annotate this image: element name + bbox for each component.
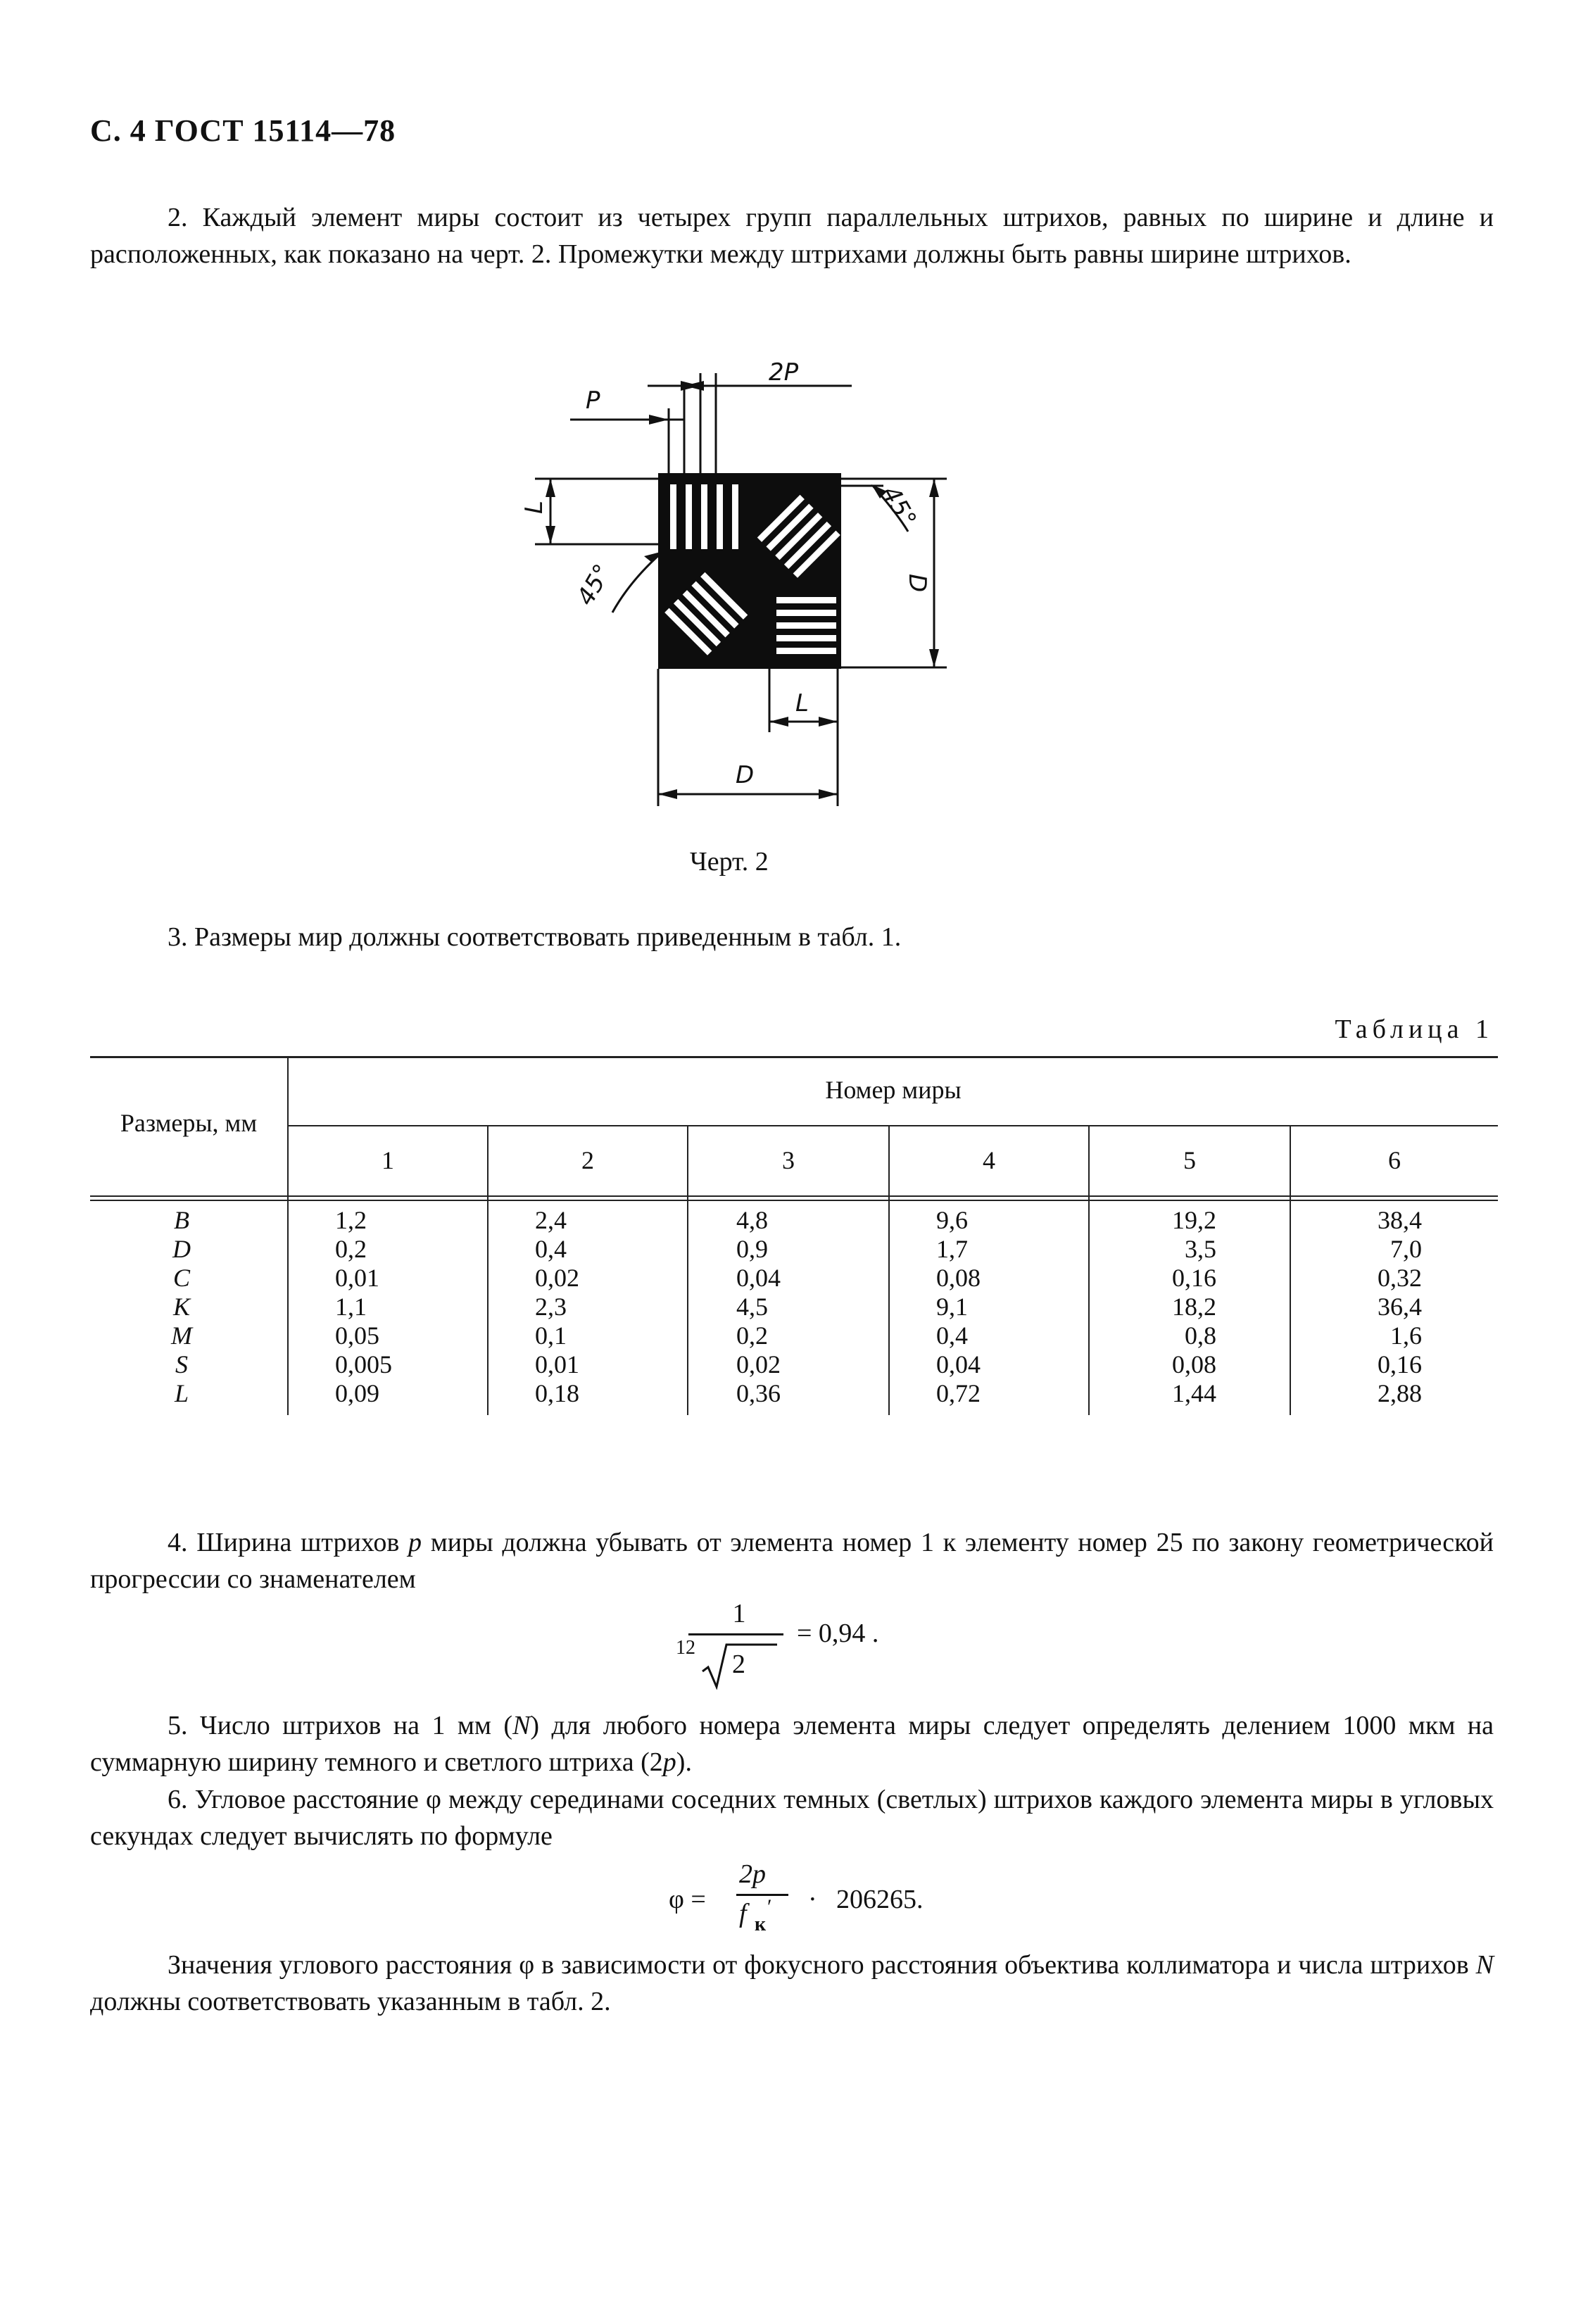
table-cell: 0,16 [1172, 1264, 1216, 1292]
table-cell: 0,9 [736, 1235, 768, 1263]
formula1-result: = 0,94 . [797, 1619, 879, 1648]
variable-n: N [512, 1711, 531, 1740]
row-header: Размеры, мм [120, 1109, 258, 1137]
figure-caption: Черт. 2 [690, 847, 769, 877]
table-cell: 0,02 [535, 1264, 579, 1292]
formula2-numerator: 2p [739, 1859, 766, 1889]
formula2-prime: ′ [767, 1895, 772, 1918]
table-cell: 0,05 [335, 1321, 379, 1350]
label-angle-right: 45° [876, 481, 922, 532]
table-cell: 0,08 [936, 1264, 981, 1292]
table-cell: 0,04 [936, 1350, 981, 1378]
column-header: 2 [581, 1146, 594, 1174]
table-cell: 3,5 [1185, 1235, 1216, 1263]
paragraph-3: 3. Размеры мир должны соответствовать приведенным в табл. 1. [168, 922, 902, 952]
table-cell: 0,32 [1378, 1264, 1422, 1292]
table-cell: 1,1 [335, 1293, 367, 1321]
table-cell: 1,6 [1390, 1321, 1422, 1350]
table-cell: 0,8 [1185, 1321, 1216, 1350]
table-cell: 0,09 [335, 1379, 379, 1407]
table-cell: 1,2 [335, 1206, 367, 1234]
table-caption: Таблица 1 [1335, 1015, 1494, 1044]
label-d-bottom: D [736, 761, 755, 789]
size-letter: C [172, 1264, 190, 1292]
table-cell: 0,72 [936, 1379, 981, 1407]
table-cell: 38,4 [1378, 1206, 1422, 1234]
table-cell: 4,5 [736, 1293, 768, 1321]
table-cell: 0,005 [335, 1350, 392, 1378]
formula2-denominator-f: f [739, 1899, 747, 1928]
fraction-bar [736, 1894, 788, 1896]
table-cell: 18,2 [1172, 1293, 1216, 1321]
page-header: С. 4 ГОСТ 15114—78 [90, 113, 396, 148]
table-cell: 2,88 [1378, 1379, 1422, 1407]
formula2-subscript: к [755, 1914, 767, 1935]
formula1-numerator: 1 [732, 1599, 746, 1628]
table-cell: 7,0 [1390, 1235, 1422, 1263]
table-cell: 1,7 [936, 1235, 968, 1263]
fraction-bar [688, 1633, 783, 1635]
multiplication-dot: · [808, 1885, 817, 1914]
table-cell: 2,4 [535, 1206, 567, 1234]
table-cell: 9,1 [936, 1293, 968, 1321]
table-cell: 0,16 [1378, 1350, 1422, 1378]
formula2-lhs: φ = [669, 1885, 706, 1914]
table-1 [90, 1056, 1498, 1429]
table-cell: 19,2 [1172, 1206, 1216, 1234]
table-cell: 1,44 [1172, 1379, 1216, 1407]
table-cell: 9,6 [936, 1206, 968, 1234]
size-letter: L [174, 1379, 189, 1407]
size-letter: B [174, 1206, 189, 1234]
label-p: P [586, 387, 600, 415]
table-cell: 0,02 [736, 1350, 781, 1378]
paragraph-5-text: ). [676, 1747, 692, 1777]
paragraph-5-text: ) для любого номера элемента миры следует определять делением 1000 мкм на суммарную ширину темного и светлого штриха (2 [90, 1711, 1494, 1777]
table-cell: 0,4 [936, 1321, 968, 1350]
paragraph-7 [90, 1947, 1494, 2020]
label-l-bottom: L [795, 689, 809, 717]
table-cell: 0,01 [535, 1350, 579, 1378]
variable-p: p [662, 1747, 676, 1777]
table-cell: 36,4 [1378, 1293, 1422, 1321]
radicand: 2 [732, 1650, 745, 1679]
formula-denominator [676, 1598, 915, 1711]
paragraph-5-text: 5. Число штрихов на 1 мм ( [168, 1711, 513, 1740]
paragraph-5 [90, 1707, 1494, 1780]
size-letter: D [172, 1235, 191, 1263]
figure-2-diagram [0, 0, 1588, 859]
label-l-left: L [520, 501, 548, 514]
paragraph-6: 6. Угловое расстояние φ между серединами соседних темных (светлых) штрихов каждого элемента миры в угловых секундах следует вычислять по формуле [90, 1785, 1494, 1851]
size-letter: K [172, 1293, 190, 1321]
column-header: 3 [782, 1146, 795, 1174]
formula-angular-distance [669, 1859, 964, 1943]
paragraph-4-text: 4. Ширина штрихов [168, 1528, 408, 1557]
column-header: 6 [1388, 1146, 1401, 1174]
table-cell: 0,2 [335, 1235, 367, 1263]
variable-p: p [408, 1528, 422, 1557]
column-header: 1 [382, 1146, 394, 1174]
table-cell: 0,18 [535, 1379, 579, 1407]
size-letter: S [175, 1350, 188, 1378]
label-d-right: D [903, 574, 931, 593]
root-index: 12 [676, 1637, 695, 1659]
table-cell: 4,8 [736, 1206, 768, 1234]
table-cell: 0,36 [736, 1379, 781, 1407]
angle-arc-left [612, 553, 662, 613]
label-2p: 2P [769, 358, 799, 387]
column-header: 5 [1183, 1146, 1196, 1174]
table-cell: 0,1 [535, 1321, 567, 1350]
column-header: 4 [983, 1146, 995, 1174]
table-cell: 0,01 [335, 1264, 379, 1292]
paragraph-4 [90, 1524, 1494, 1597]
table-cell: 2,3 [535, 1293, 567, 1321]
variable-n: N [1475, 1950, 1494, 1980]
paragraph-7-text: Значения углового расстояния φ в зависимости от фокусного расстояния объектива коллиматора и числа штрихов [168, 1950, 1476, 1980]
group-header: Номер миры [825, 1076, 962, 1104]
table-cell: 0,08 [1172, 1350, 1216, 1378]
table-cell: 0,2 [736, 1321, 768, 1350]
label-angle-left: 45° [571, 559, 617, 610]
table-cell: 0,04 [736, 1264, 781, 1292]
formula2-constant: 206265. [836, 1885, 924, 1914]
table-cell: 0,4 [535, 1235, 567, 1263]
paragraph-4-text: миры должна убывать от элемента номер 1 к элементу номер 25 по закону геометрической прогрессии со знаменателем [90, 1528, 1494, 1594]
size-letter: M [171, 1321, 192, 1350]
paragraph-2: 2. Каждый элемент миры состоит из четырех групп параллельных штрихов, равных по ширине и длине и расположенных, как показано на черт. 2. Промежутки между штрихами должны быть равны ширине штрихов. [90, 203, 1494, 269]
paragraph-7-text: должны соответствовать указанным в табл. 2. [90, 1987, 611, 2016]
